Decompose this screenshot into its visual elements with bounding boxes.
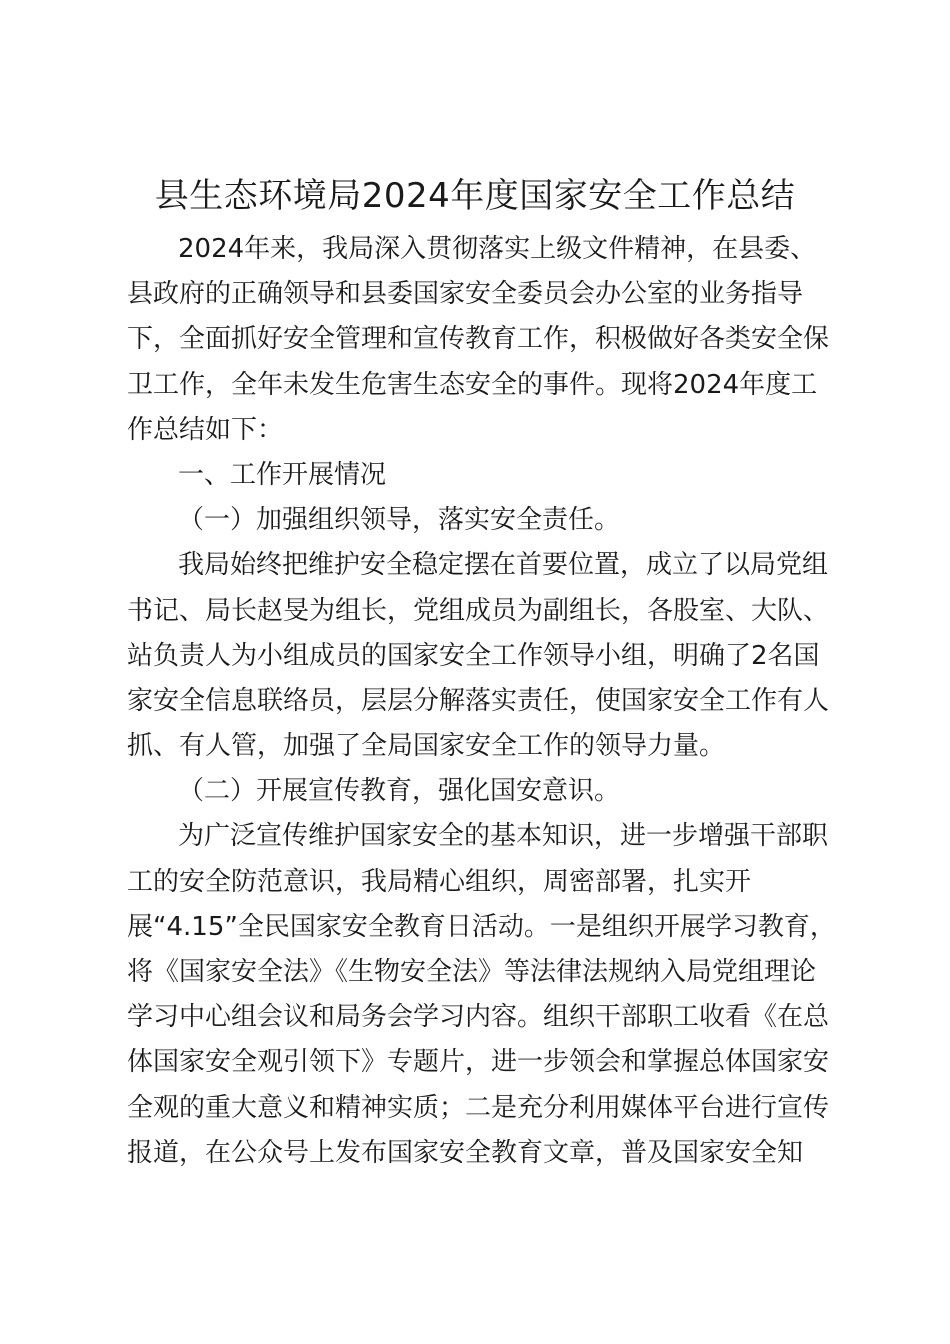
text-line: 书记、局长赵旻为组长，党组成员为副组长，各股室、大队、 (127, 595, 830, 626)
text-line: 卫工作，全年未发生危害生态安全的事件。现将2024年度工 (127, 369, 818, 400)
text-line: 将《国家安全法》《生物安全法》等法律法规纳入局党组理论 (127, 957, 817, 987)
text-line: 作总结如下： (127, 414, 284, 445)
text-line: 站负责人为小组成员的国家安全工作领导小组，明确了2名国 (127, 640, 820, 671)
text-line: 下，全面抓好安全管理和宣传教育工作，积极做好各类安全保 (127, 324, 830, 355)
text-line: 家安全信息联络员，层层分解落实责任，使国家安全工作有人 (127, 685, 830, 716)
document-title: 县生态环境局2024年度国家安全工作总结 (154, 176, 796, 216)
text-line: 为广泛宣传维护国家安全的基本知识，进一步增强干部职 (178, 821, 829, 852)
document-body (127, 227, 836, 1176)
text-line: 县政府的正确领导和县委国家安全委员会办公室的业务指导 (127, 279, 804, 310)
text-line: 报道，在公众号上发布国家安全教育文章，普及国家安全知 (127, 1137, 804, 1168)
text-line: 展“4.15”全民国家安全教育日活动。一是组织开展学习教育， (127, 911, 836, 942)
text-line: 抓、有人管，加强了全局国家安全工作的领导力量。 (127, 731, 726, 762)
text-line: 我局始终把维护安全稳定摆在首要位置，成立了以局党组 (178, 550, 829, 581)
text-line: 全观的重大意义和精神实质；二是充分利用媒体平台进行宣传 (127, 1092, 830, 1123)
subsection-heading: （一）加强组织领导，落实安全责任。 (178, 505, 621, 536)
section-heading: 一、工作开展情况 (178, 459, 387, 490)
text-line: 学习中心组会议和局务会学习内容。组织干部职工收看《在总 (127, 1002, 830, 1033)
text-line: 工的安全防范意识，我局精心组织，周密部署，扎实开 (127, 866, 752, 897)
subsection-heading: （二）开展宣传教育，强化国安意识。 (178, 776, 621, 807)
text-line: 2024年来，我局深入贯彻落实上级文件精神，在县委、 (178, 234, 817, 264)
text-line: 体国家安全观引领下》专题片，进一步领会和掌握总体国家安 (127, 1047, 830, 1078)
